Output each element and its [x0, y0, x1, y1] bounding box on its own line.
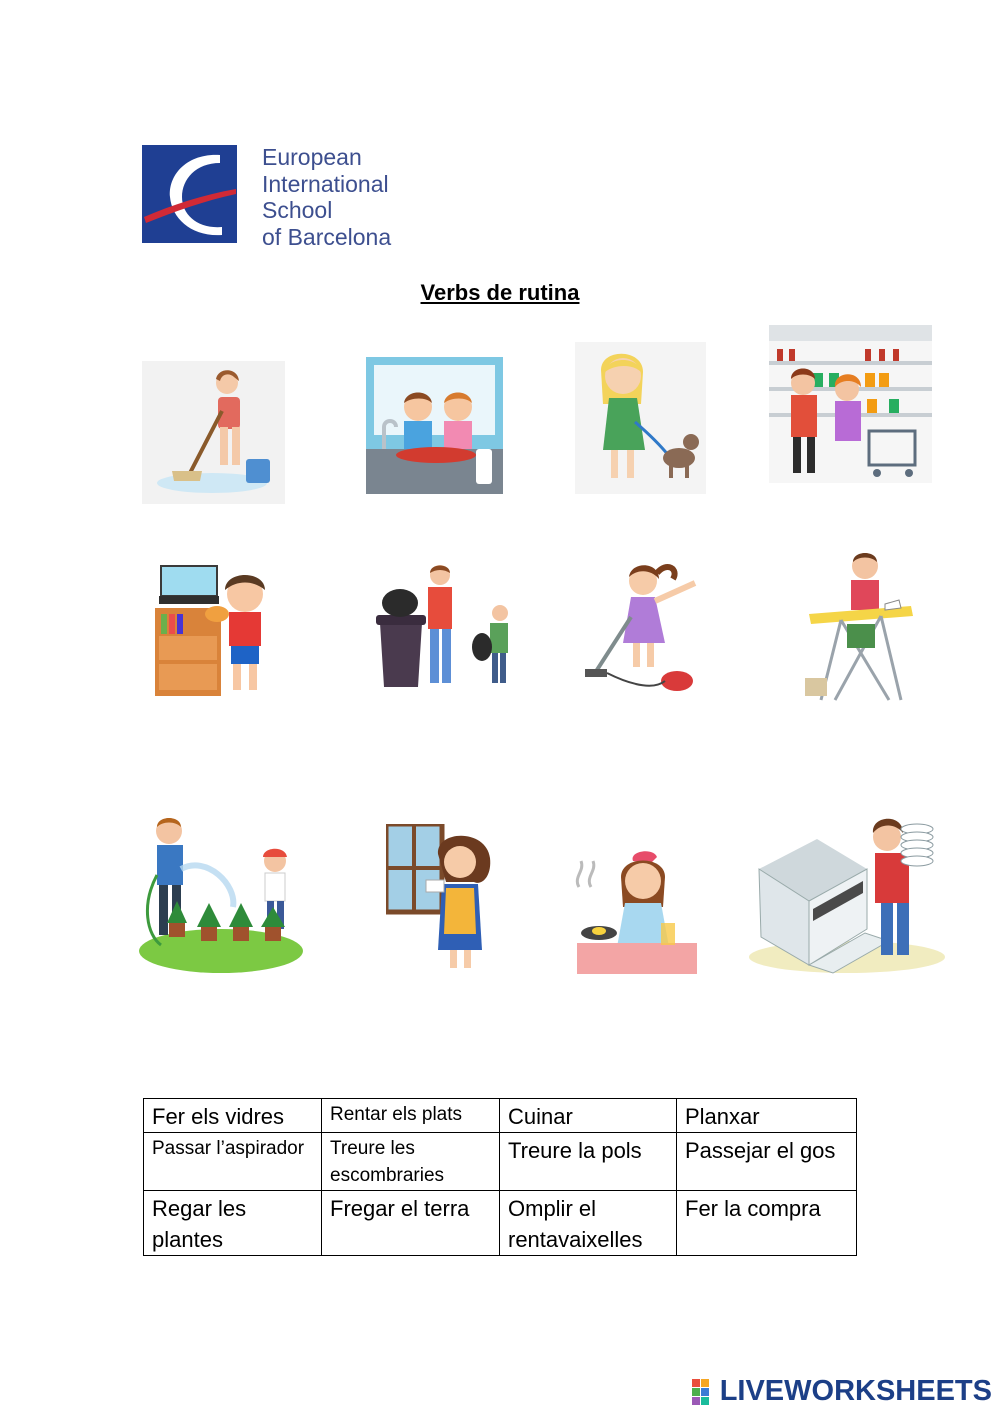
mopping-floor-picture [142, 361, 285, 504]
word-cell: Passejar el gos [677, 1133, 857, 1191]
table-row [144, 1133, 857, 1191]
walking-dog-picture [575, 342, 706, 494]
table-row [144, 1099, 857, 1133]
school-name-line: of Barcelona [262, 223, 392, 250]
school-name [262, 144, 391, 250]
word-cell: Cuinar [500, 1099, 677, 1133]
word-cell: Passar l’aspirador [144, 1133, 322, 1191]
word-cell: Fer la compra [677, 1191, 857, 1256]
dusting-picture [153, 564, 289, 700]
school-logo [142, 145, 237, 243]
vacuuming-picture [585, 557, 717, 694]
word-cell: Treure la pols [500, 1133, 677, 1191]
word-cell: Planxar [677, 1099, 857, 1133]
watering-plants-picture [137, 815, 305, 974]
loading-dishwasher-picture [747, 809, 954, 974]
liveworksheets-brand [692, 1375, 992, 1408]
word-cell: Fer els vidres [144, 1099, 322, 1133]
school-name-line: European [262, 144, 362, 170]
word-cell: Treure les escombraries [322, 1133, 500, 1191]
shopping-picture [769, 325, 932, 483]
school-name-line: International [262, 170, 389, 197]
worksheet-title: Verbs de rutina [420, 280, 580, 305]
word-bank-table [143, 1098, 857, 1256]
taking-out-trash-picture [376, 563, 513, 691]
word-cell: Omplir el rentavaixelles [500, 1191, 677, 1256]
washing-dishes-picture [366, 357, 503, 494]
table-row [144, 1191, 857, 1256]
cleaning-windows-picture [386, 824, 498, 974]
word-cell: Fregar el terra [322, 1191, 500, 1256]
word-cell: Rentar els plats [322, 1099, 500, 1133]
word-cell: Regar les plantes [144, 1191, 322, 1256]
brand-text: LIVEWORKSHEETS [719, 1375, 992, 1407]
school-name-line: School [262, 197, 333, 223]
ironing-picture [801, 550, 919, 703]
liveworksheets-logo-icon [692, 1377, 718, 1407]
cooking-picture [573, 847, 697, 974]
